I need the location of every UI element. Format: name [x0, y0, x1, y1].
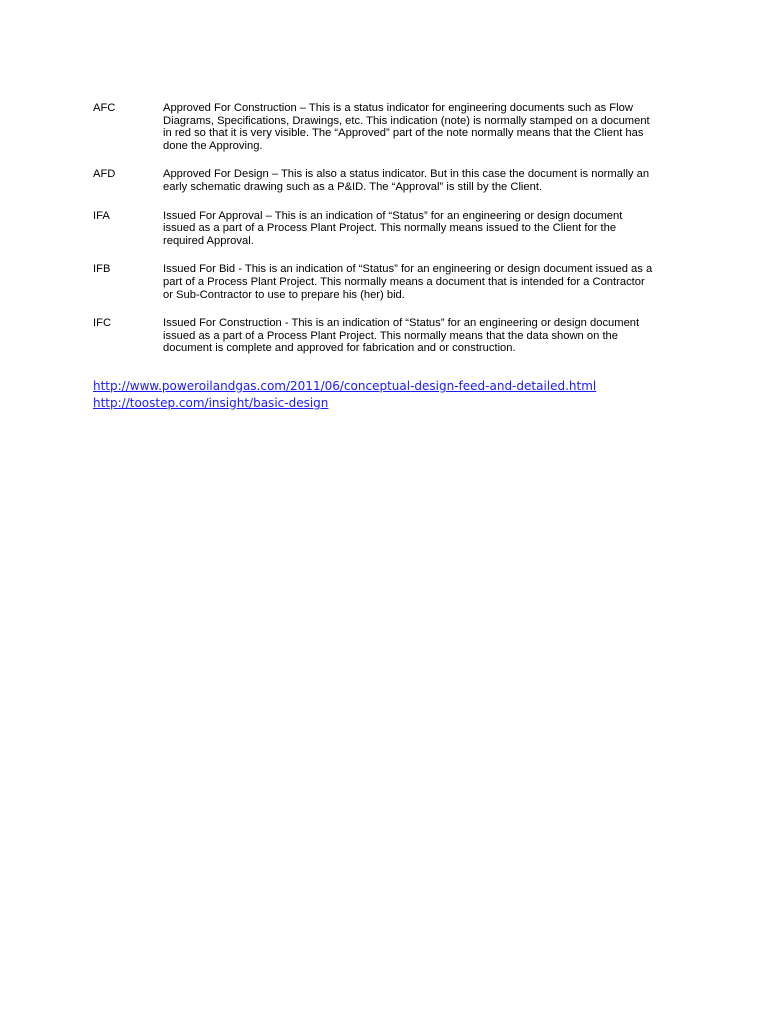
definition-ifc [93, 317, 683, 355]
definition-term: IFC [93, 317, 112, 330]
definition-text: Issued For Construction - This is an indication of “Status” for an engineering or design document issued as a part of a Process Plant Project. This normally means that the data shown on the document is complete and approved for fabrication and or construction. [163, 317, 640, 355]
reference-links [93, 378, 693, 411]
definition-term: AFD [93, 168, 116, 181]
definition-text: Issued For Approval – This is an indication of “Status” for an engineering or design document issued as a part of a Process Plant Project. This normally means issued to the Client for the required Approval. [163, 209, 623, 247]
definition-ifa [93, 210, 683, 248]
reference-link-toostep[interactable]: http://toostep.com/insight/basic-design [93, 395, 329, 410]
reference-link-poweroilandgas[interactable]: http://www.poweroilandgas.com/2011/06/conceptual-design-feed-and-detailed.html [93, 379, 597, 393]
definition-term: AFC [93, 102, 116, 114]
definition-afd [93, 168, 683, 193]
definition-term: IFB [93, 263, 111, 276]
definition-afc [93, 102, 683, 152]
definitions-list [93, 102, 683, 371]
definition-text: Approved For Design – This is also a status indicator. But in this case the document is normally an early schematic drawing such as a P&ID. The “Approval” is still by the Client. [163, 168, 650, 193]
definition-text: Issued For Bid - This is an indication of “Status” for an engineering or design document issued as a part of a Process Plant Project. This normally means a document that is intended for a Contractor or Sub-Contractor to use to prepare his (her) bid. [163, 263, 653, 301]
definition-text: Approved For Construction – This is a status indicator for engineering documents such as Flow Diagrams, Specifications, Drawings, etc. This indication (note) is normally stamped on a document in red so that it is very visible. The “Approved” part of the note normally means that the Client has done the Approving. [163, 102, 650, 152]
definition-term: IFA [93, 209, 110, 222]
definition-ifb [93, 263, 683, 301]
